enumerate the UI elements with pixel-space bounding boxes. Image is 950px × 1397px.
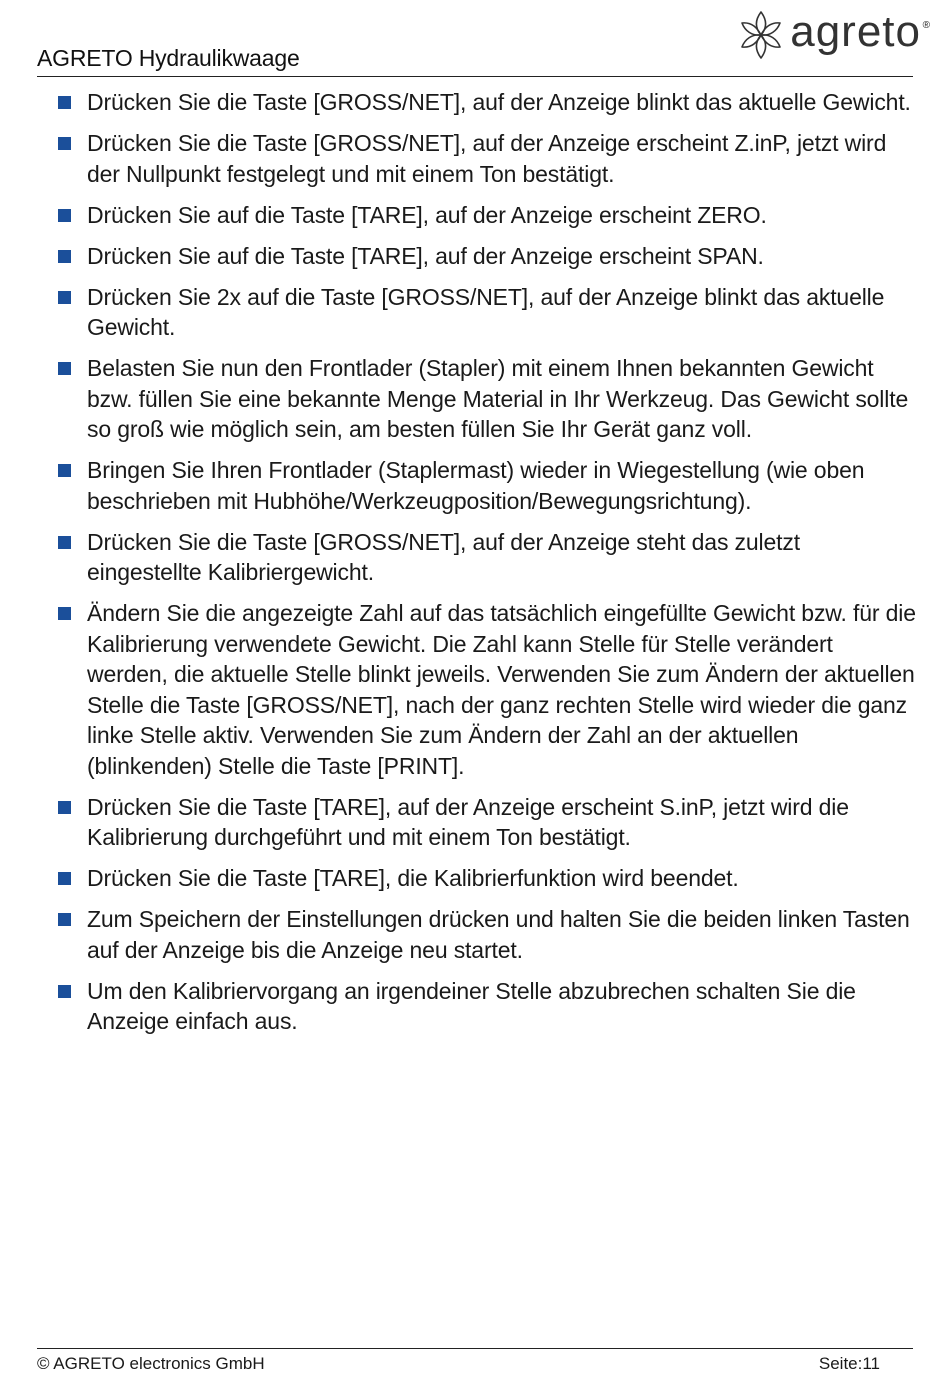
square-bullet-icon: [58, 536, 71, 549]
list-item: [58, 904, 918, 965]
list-item-text: Drücken Sie 2x auf die Taste [GROSS/NET], auf der Anzeige blinkt das aktuelle Gewicht.: [87, 283, 885, 340]
square-bullet-icon: [58, 137, 71, 150]
square-bullet-icon: [58, 872, 71, 885]
square-bullet-icon: [58, 291, 71, 304]
list-item-text: Drücken Sie auf die Taste [TARE], auf der Anzeige erscheint ZERO.: [87, 201, 767, 228]
list-item: [58, 353, 918, 445]
square-bullet-icon: [58, 607, 71, 620]
list-item: [58, 976, 918, 1037]
list-item-text: Belasten Sie nun den Frontlader (Stapler) mit einem Ihnen bekannten Gewicht bzw. füllen Sie eine bekannte Menge Material in Ihr Werkzeug. Das Gewicht sollte so groß wie möglich sein, am besten füllen Sie Ihr Gerät ganz voll.: [87, 355, 909, 442]
list-item: [58, 128, 918, 189]
square-bullet-icon: [58, 913, 71, 926]
list-item: [58, 863, 918, 894]
list-item-text: Drücken Sie die Taste [TARE], die Kalibrierfunktion wird beendet.: [87, 865, 739, 891]
page-footer: [37, 1348, 913, 1389]
square-bullet-icon: [58, 985, 71, 998]
list-item: [58, 598, 918, 781]
page-number: Seite:11: [818, 1354, 880, 1373]
list-item: [58, 792, 918, 853]
list-item-text: Um den Kalibriervorgang an irgendeiner Stelle abzubrechen schalten Sie die Anzeige einfach aus.: [87, 977, 856, 1034]
square-bullet-icon: [58, 464, 71, 477]
list-item-text: Ändern Sie die angezeigte Zahl auf das tatsächlich eingefüllte Gewicht bzw. für die Kalibrierung verwendete Gewicht. Die Zahl kann Stelle für Stelle verändert werden, die aktuelle Stelle blinkt jeweils. Verwenden Sie zum Ändern der aktuellen Stelle die Taste [GROSS/NET], nach der ganz rechten Stelle wird wieder die ganz linke Stelle aktiv. Verwenden Sie zum Ändern der Zahl an der aktuellen (blinkenden) Stelle die Taste [PRINT].: [87, 600, 916, 779]
instruction-list: [58, 87, 918, 1047]
list-item: [58, 455, 918, 516]
list-item: [58, 87, 918, 118]
agreto-logo: [736, 7, 930, 62]
square-bullet-icon: [58, 96, 71, 109]
square-bullet-icon: [58, 362, 71, 375]
list-item: [58, 282, 918, 343]
square-bullet-icon: [58, 250, 71, 263]
logo-wordmark: agreto: [790, 7, 921, 56]
list-item-text: Drücken Sie die Taste [GROSS/NET], auf der Anzeige erscheint Z.inP, jetzt wird der Nullpunkt festgelegt und mit einem Ton bestätigt.: [87, 130, 887, 187]
copyright-notice: © AGRETO electronics GmbH: [37, 1354, 265, 1373]
list-item: [58, 241, 918, 272]
list-item-text: Drücken Sie die Taste [GROSS/NET], auf der Anzeige steht das zuletzt eingestellte Kalibriergewicht.: [87, 528, 800, 585]
page-header: [37, 0, 930, 77]
list-item-text: Drücken Sie auf die Taste [TARE], auf der Anzeige erscheint SPAN.: [87, 242, 764, 269]
list-item-text: Zum Speichern der Einstellungen drücken und halten Sie die beiden linken Tasten auf der Anzeige bis die Anzeige neu startet.: [87, 906, 910, 963]
list-item-text: Drücken Sie die Taste [TARE], auf der Anzeige erscheint S.inP, jetzt wird die Kalibrierung durchgeführt und mit einem Ton bestätigt.: [87, 793, 849, 850]
document-title: AGRETO Hydraulikwaage: [37, 45, 300, 71]
list-item: [58, 200, 918, 231]
square-bullet-icon: [58, 209, 71, 222]
registered-mark: ®: [922, 20, 930, 31]
list-item: [58, 527, 918, 588]
list-item-text: Drücken Sie die Taste [GROSS/NET], auf der Anzeige blinkt das aktuelle Gewicht.: [87, 89, 911, 115]
square-bullet-icon: [58, 801, 71, 814]
list-item-text: Bringen Sie Ihren Frontlader (Staplermast) wieder in Wiegestellung (wie oben beschrieben mit Hubhöhe/Werkzeugposition/Bewegungsrichtung).: [87, 457, 865, 514]
flower-emblem-icon: [736, 8, 786, 62]
